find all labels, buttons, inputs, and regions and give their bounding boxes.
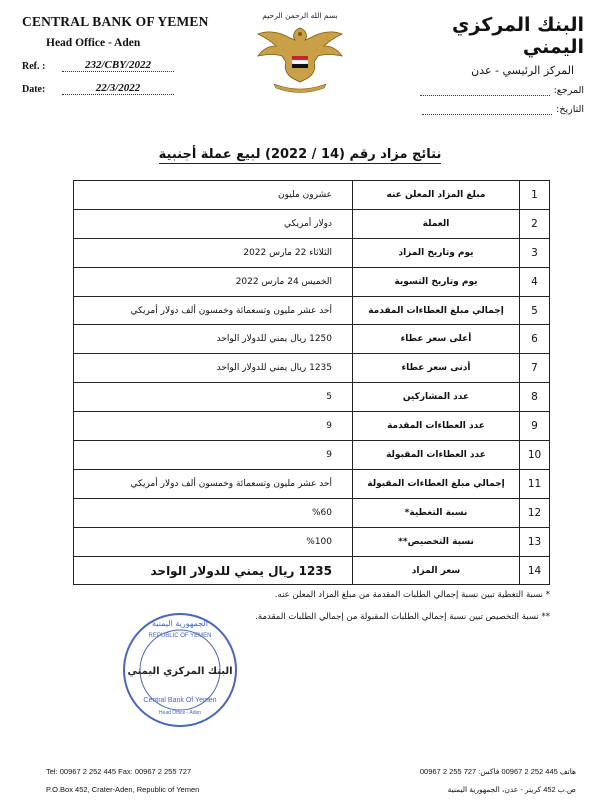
footer-english [46, 767, 199, 800]
row-item: نسبة التخصيص** [353, 527, 520, 556]
date-line [22, 82, 222, 95]
footnote-allocation: ** نسبة التخصيص تبين نسبة إجمالي الطلبات المقبولة من إجمالي الطلبات المقدمة. [255, 612, 550, 622]
row-number: 4 [520, 267, 550, 296]
table-row [74, 527, 550, 556]
office-arabic: المركز الرئيسي - عدن [471, 64, 574, 77]
date-dotted-line [422, 105, 552, 115]
document-title-text: نتائج مزاد رقم (14 / 2022) لبيع عملة أجنبية [158, 147, 442, 162]
header-arabic [394, 14, 584, 115]
row-item: مبلغ المزاد المعلن عنه [353, 181, 520, 210]
row-number: 1 [520, 181, 550, 210]
footnote-coverage: * نسبة التغطية تبين نسبة إجمالي الطلبات المقدمة من مبلغ المزاد المعلن عنه. [274, 590, 550, 600]
stamp-arabic-top: الجمهورية اليمنية [151, 619, 209, 628]
row-number: 8 [520, 383, 550, 412]
ref-label-arabic: المرجع: [553, 85, 584, 96]
row-number: 10 [520, 441, 550, 470]
row-value: الخميس 24 مارس 2022 [74, 267, 353, 296]
row-number: 14 [520, 556, 550, 585]
table-row [74, 498, 550, 527]
bank-name-arabic: البنك المركزي اليمني [452, 14, 584, 58]
footer-arabic [420, 767, 576, 800]
footer-address-ar: ص.ب 452 كريتر - عدن، الجمهورية اليمنية [447, 785, 576, 794]
reference-line-arabic [394, 85, 584, 96]
row-value: %100 [74, 527, 353, 556]
row-number: 7 [520, 354, 550, 383]
table-row [74, 325, 550, 354]
ref-dotted-line [420, 86, 550, 96]
table-row [74, 383, 550, 412]
page-footer [0, 762, 600, 800]
office-english: Head Office - Aden [46, 37, 141, 49]
row-item: أدنى سعر عطاء [353, 354, 520, 383]
table-row [74, 412, 550, 441]
table-row [74, 354, 550, 383]
row-item: عدد العطاءات المقبولة [353, 441, 520, 470]
row-value: عشرون مليون [74, 181, 353, 210]
row-value: 9 [74, 412, 353, 441]
stamp-center-text: البنك المركزي اليمني [127, 666, 233, 677]
row-number: 5 [520, 296, 550, 325]
document-title [0, 147, 600, 162]
row-value: دولار أمريكي [74, 209, 353, 238]
row-item: يوم وتاريخ المزاد [353, 238, 520, 267]
row-item: نسبة التغطية* [353, 498, 520, 527]
reference-line [22, 59, 222, 72]
date-label: Date: [22, 84, 46, 95]
row-item: إجمالي مبلغ العطاءات المقدمة [353, 296, 520, 325]
date-label-arabic: التاريخ: [556, 104, 584, 115]
date-line-arabic [394, 104, 584, 115]
row-value: %60 [74, 498, 353, 527]
table-row [74, 469, 550, 498]
row-item: إجمالي مبلغ العطاءات المقبولة [353, 469, 520, 498]
basmala-text: بسم الله الرحمن الرحيم [262, 11, 338, 20]
row-item: عدد المشاركين [353, 383, 520, 412]
ref-value: 232/CBY/2022 [62, 59, 174, 72]
date-value: 22/3/2022 [62, 82, 174, 95]
row-value: 1250 ريال يمني للدولار الواحد [74, 325, 353, 354]
row-value: 9 [74, 441, 353, 470]
stamp-english-bottom: Central Bank Of Yemen [143, 697, 217, 704]
table-row [74, 209, 550, 238]
row-item: العملة [353, 209, 520, 238]
row-item: أعلى سعر عطاء [353, 325, 520, 354]
ref-label: Ref. : [22, 61, 46, 72]
footer-address-en: P.O.Box 452, Crater-Aden, Republic of Yemen [46, 785, 200, 794]
row-value: أحد عشر مليون وتسعمائة وخمسون ألف دولار أمريكي [74, 469, 353, 498]
table-row [74, 181, 550, 210]
table-row [74, 441, 550, 470]
footer-tel-ar: هاتف 445 252 2 00967 فاكس: 727 255 2 00967 [419, 767, 576, 776]
row-value: الثلاثاء 22 مارس 2022 [74, 238, 353, 267]
table-row [74, 238, 550, 267]
row-number: 6 [520, 325, 550, 354]
stamp-english-top: REPUBLIC OF YEMEN [148, 633, 212, 639]
row-number: 3 [520, 238, 550, 267]
bank-name-english: CENTRAL BANK OF YEMEN [22, 14, 209, 29]
row-number: 13 [520, 527, 550, 556]
row-number: 9 [520, 412, 550, 441]
eagle-emblem-icon [250, 6, 350, 96]
row-number: 12 [520, 498, 550, 527]
header-english [22, 14, 222, 95]
row-value: 1235 ريال يمني للدولار الواحد [74, 556, 353, 585]
row-item: يوم وتاريخ التسوية [353, 267, 520, 296]
row-number: 11 [520, 469, 550, 498]
row-value: 1235 ريال يمني للدولار الواحد [74, 354, 353, 383]
auction-results-table [73, 180, 550, 585]
table-row [74, 267, 550, 296]
row-number: 2 [520, 209, 550, 238]
row-value: 5 [74, 383, 353, 412]
row-value: أحد عشر مليون وتسعمائة وخمسون ألف دولار أمريكي [74, 296, 353, 325]
footer-tel-en: Tel: 00967 2 252 445 Fax: 00967 2 255 727 [46, 767, 192, 776]
table-row [74, 556, 550, 585]
table-row [74, 296, 550, 325]
row-item: سعر المزاد [353, 556, 520, 585]
stamp-small-text: Head Office - Aden [158, 710, 202, 716]
bank-stamp-icon [120, 610, 240, 730]
row-item: عدد العطاءات المقدمة [353, 412, 520, 441]
